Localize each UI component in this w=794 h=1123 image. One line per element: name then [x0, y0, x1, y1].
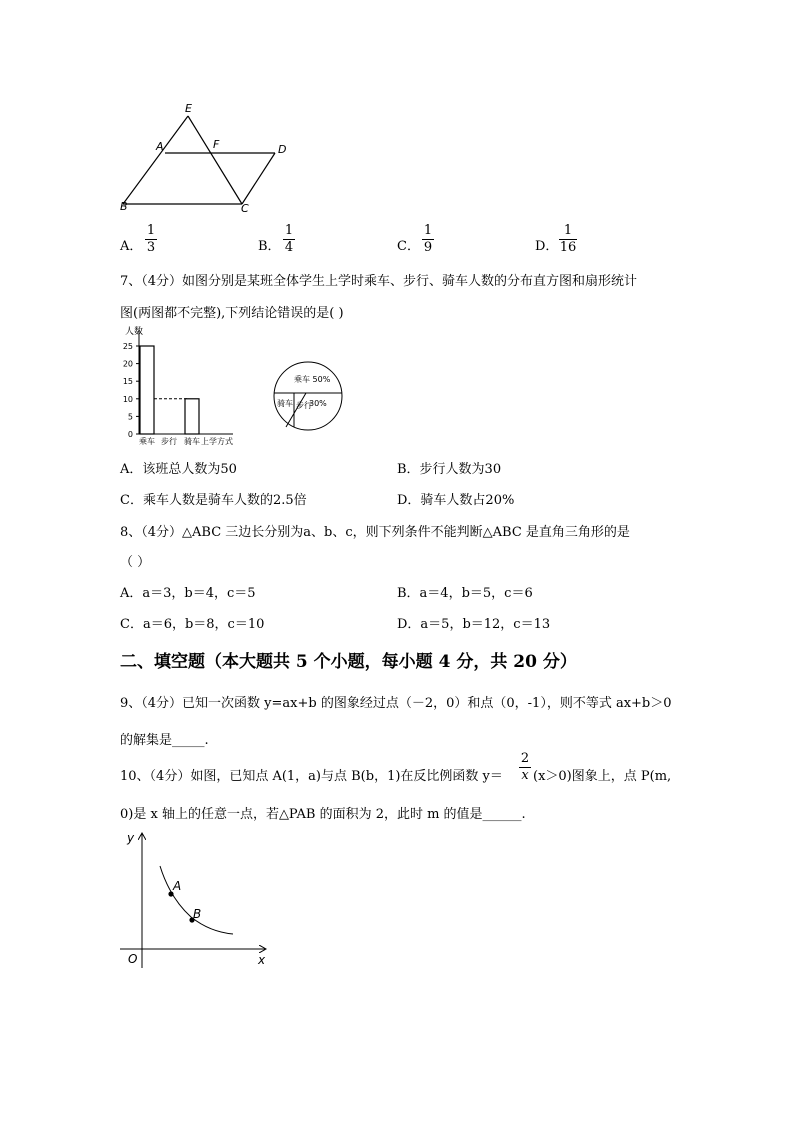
- q10-line1-a: 10、（4分）如图，已知点 A(1，a)与点 B(b，1)在反比例函数 y＝: [120, 769, 503, 784]
- bar-category-label: 乘车: [139, 437, 155, 446]
- q6-option-d-letter: D．: [535, 239, 559, 254]
- section2-title: 二、填空题（本大题共 5 个小题，每小题 4 分，共 20 分）: [120, 652, 577, 672]
- line-be: [123, 116, 188, 204]
- q6-figure: [115, 100, 295, 220]
- label-c: C: [241, 202, 249, 215]
- q7-line1: 7、（4分）如图分别是某班全体学生上学时乘车、步行、骑车人数的分布直方图和扇形统计: [120, 274, 638, 289]
- line-ec: [188, 116, 242, 204]
- q10-line1-b: (x＞0)图象上，点 P(m,: [533, 769, 672, 784]
- bar-y-tick-label: 0: [127, 430, 133, 439]
- bar-y-tick-label: 10: [122, 394, 133, 404]
- label-d: D: [278, 143, 287, 156]
- bar-y-tick-label: 15: [122, 377, 133, 387]
- hyperbola-curve: [160, 866, 233, 934]
- q6-option-b-fraction: 1 4: [284, 223, 294, 255]
- bar-乘车: [140, 346, 154, 434]
- q7-pie-chart: [258, 360, 362, 432]
- pie-label-walk-pct: 30%: [309, 399, 327, 408]
- bar-category-label: 步行: [161, 437, 177, 446]
- q7-line2: 图(两图都不完整),下列结论错误的是( ): [120, 306, 344, 321]
- label-b: B: [120, 200, 128, 213]
- q6-option-d-fraction: 1 16: [559, 223, 577, 255]
- label-e: E: [185, 102, 192, 115]
- q6-option-b-letter: B．: [258, 239, 281, 254]
- q10-figure: [115, 828, 275, 973]
- label-a: A: [156, 140, 164, 153]
- bar-y-label: 人数: [125, 327, 144, 337]
- q8-option-d: D．a＝5，b＝12，c＝13: [397, 617, 551, 632]
- label-f: F: [213, 138, 220, 151]
- q10-line2: 0)是 x 轴上的任意一点，若△PAB 的面积为 2，此时 m 的值是______.: [120, 807, 526, 822]
- bar-y-tick-label: 20: [122, 359, 133, 369]
- q8-option-a: A．a＝3，b＝4，c＝5: [120, 586, 256, 601]
- pie-label-walk: 步行: [296, 401, 312, 410]
- bar-category-label: 骑车: [184, 437, 200, 446]
- q7-bar-chart: [115, 322, 255, 450]
- bar-骑车: [185, 399, 199, 434]
- q6-option-c-letter: C．: [397, 239, 420, 254]
- label-x: x: [258, 953, 266, 967]
- q8-option-b: B．a＝4，b＝5，c＝6: [397, 586, 533, 601]
- pie-label-bike: 骑车: [277, 399, 293, 408]
- q9-line2: 的解集是_____.: [120, 733, 209, 748]
- label-a: A: [173, 879, 182, 893]
- q7-option-a: A．该班总人数为50: [120, 462, 237, 477]
- pie-circle: [274, 362, 342, 430]
- q8-line1: 8、（4分）△ABC 三边长分别为a、b、c，则下列条件不能判断△ABC 是直角三角形的是: [120, 525, 630, 540]
- q7-option-c: C．乘车人数是骑车人数的2.5倍: [120, 493, 307, 508]
- label-b: B: [193, 907, 202, 921]
- q8-line2: （ ）: [120, 555, 151, 570]
- bar-x-label: 上学方式: [201, 437, 233, 446]
- label-y: y: [127, 831, 135, 845]
- q6-option-a-letter: A．: [120, 239, 143, 254]
- line-dc: [242, 153, 275, 204]
- pie-label-ride: 乘车 50%: [294, 375, 331, 384]
- q6-option-c-fraction: 1 9: [423, 223, 433, 255]
- q6-option-a-fraction: 1 3: [146, 223, 156, 255]
- q7-option-d: D．骑车人数占20%: [397, 493, 515, 508]
- q7-option-b: B．步行人数为30: [397, 462, 502, 477]
- bar-y-tick-label: 5: [127, 412, 133, 422]
- bar-y-tick-label: 25: [122, 342, 133, 351]
- q8-option-c: C．a＝6，b＝8，c＝10: [120, 617, 265, 632]
- q9-line1: 9、（4分）已知一次函数 y=ax+b 的图象经过点（－2，0）和点（0，-1），则不等式 ax+b＞0: [120, 696, 672, 711]
- label-o: O: [128, 952, 138, 966]
- q10-fraction: 2 x: [520, 751, 530, 783]
